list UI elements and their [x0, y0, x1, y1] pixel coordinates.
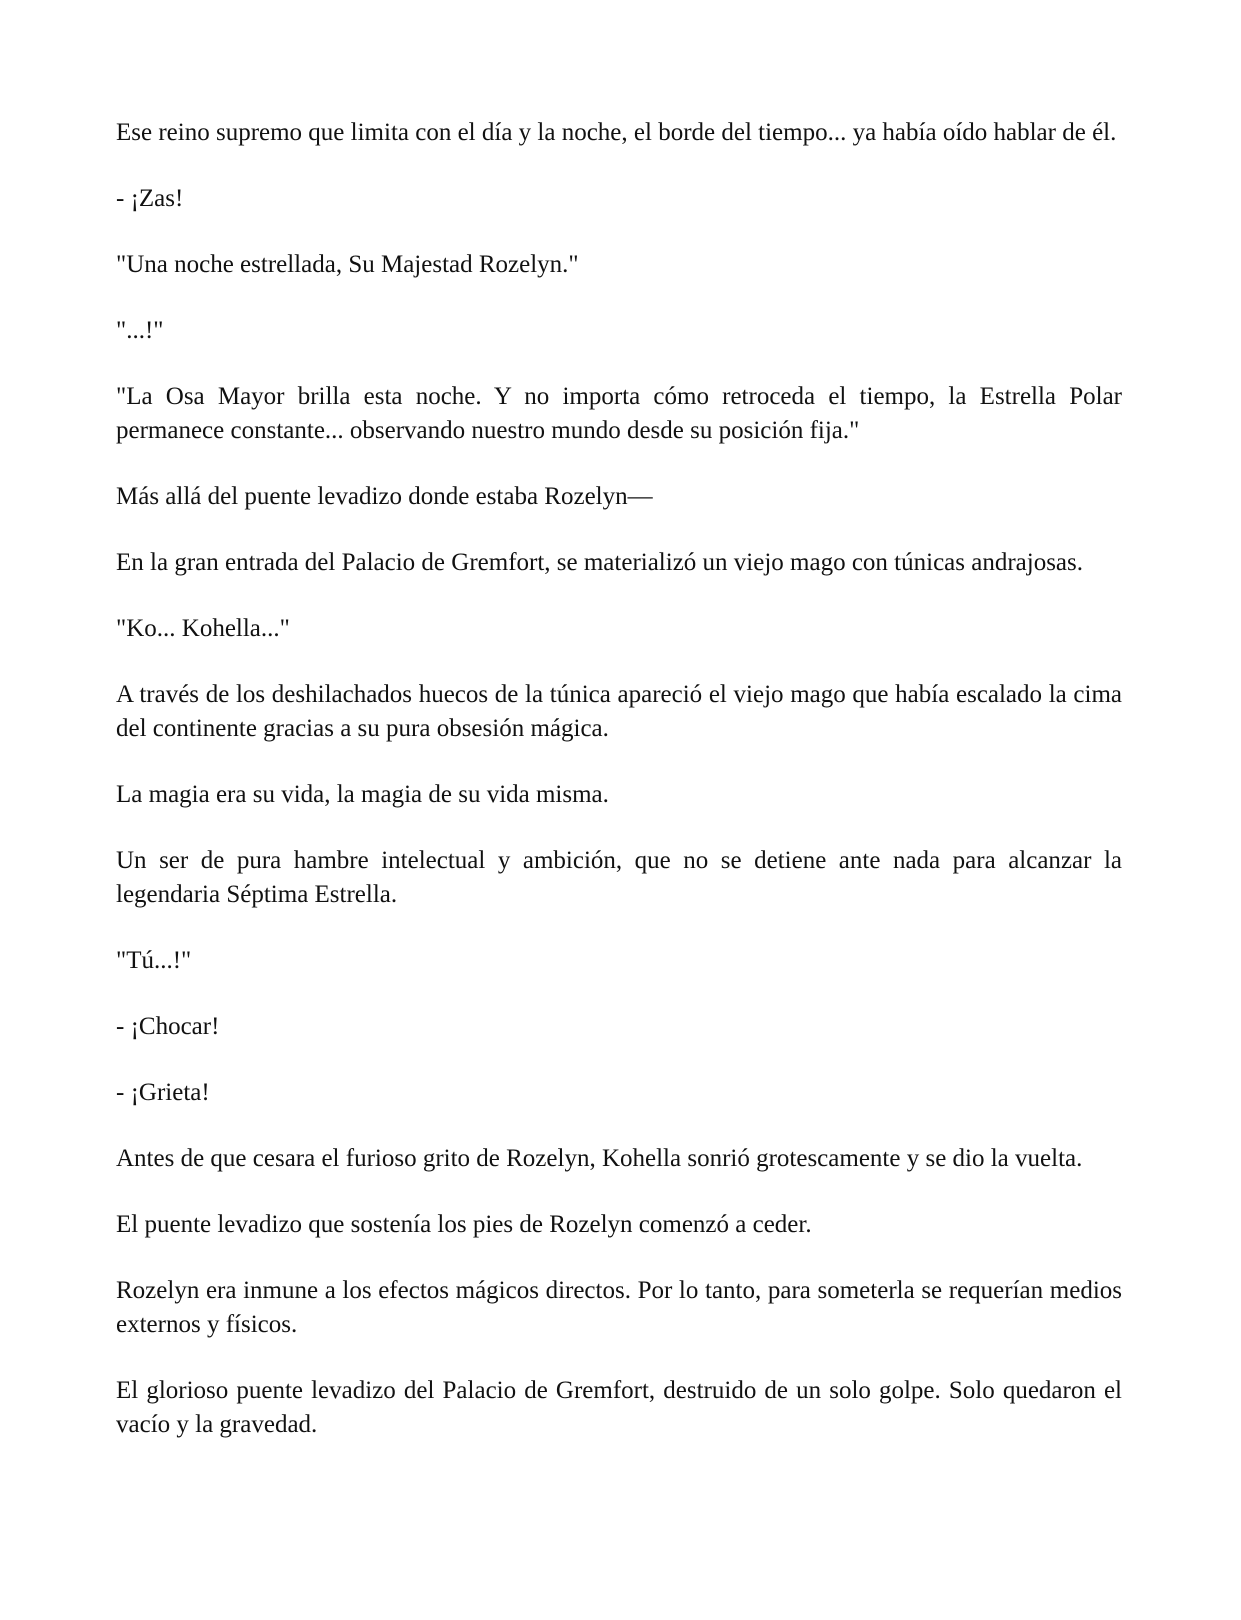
- paragraph-15: Antes de que cesara el furioso grito de Rozelyn, Kohella sonrió grotescamente y se dio la vuelta.: [116, 1145, 1083, 1172]
- paragraph-7: En la gran entrada del Palacio de Gremfort, se materializó un viejo mago con túnicas andrajosas.: [116, 549, 1084, 576]
- paragraph-18: El glorioso puente levadizo del Palacio de Gremfort, destruido de un solo golpe. Solo quedaron el vacío y la gravedad.: [116, 1377, 1122, 1438]
- paragraph-5: "La Osa Mayor brilla esta noche. Y no importa cómo retroceda el tiempo, la Estrella Polar permanece constante... observando nuestro mundo desde su posición fija.": [116, 383, 1122, 444]
- document-page: [116, 116, 1122, 1474]
- paragraph-6: Más allá del puente levadizo donde estaba Rozelyn—: [116, 483, 653, 510]
- paragraph-17: Rozelyn era inmune a los efectos mágicos directos. Por lo tanto, para someterla se requerían medios externos y físicos.: [116, 1277, 1122, 1338]
- paragraph-14: - ¡Grieta!: [116, 1079, 210, 1106]
- paragraph-16: El puente levadizo que sostenía los pies de Rozelyn comenzó a ceder.: [116, 1211, 812, 1238]
- paragraph-8: "Ko... Kohella...": [116, 615, 290, 642]
- paragraph-12: "Tú...!": [116, 947, 192, 974]
- paragraph-2: - ¡Zas!: [116, 185, 184, 212]
- paragraph-4: "...!": [116, 317, 164, 344]
- paragraph-1: Ese reino supremo que limita con el día y la noche, el borde del tiempo... ya había oído hablar de él.: [116, 119, 1117, 146]
- paragraph-13: - ¡Chocar!: [116, 1013, 220, 1040]
- paragraph-3: "Una noche estrellada, Su Majestad Rozelyn.": [116, 251, 579, 278]
- paragraph-10: La magia era su vida, la magia de su vida misma.: [116, 781, 609, 808]
- paragraph-11: Un ser de pura hambre intelectual y ambición, que no se detiene ante nada para alcanzar la legendaria Séptima Estrella.: [116, 847, 1122, 908]
- paragraph-9: A través de los deshilachados huecos de la túnica apareció el viejo mago que había escalado la cima del continente gracias a su pura obsesión mágica.: [116, 681, 1122, 742]
